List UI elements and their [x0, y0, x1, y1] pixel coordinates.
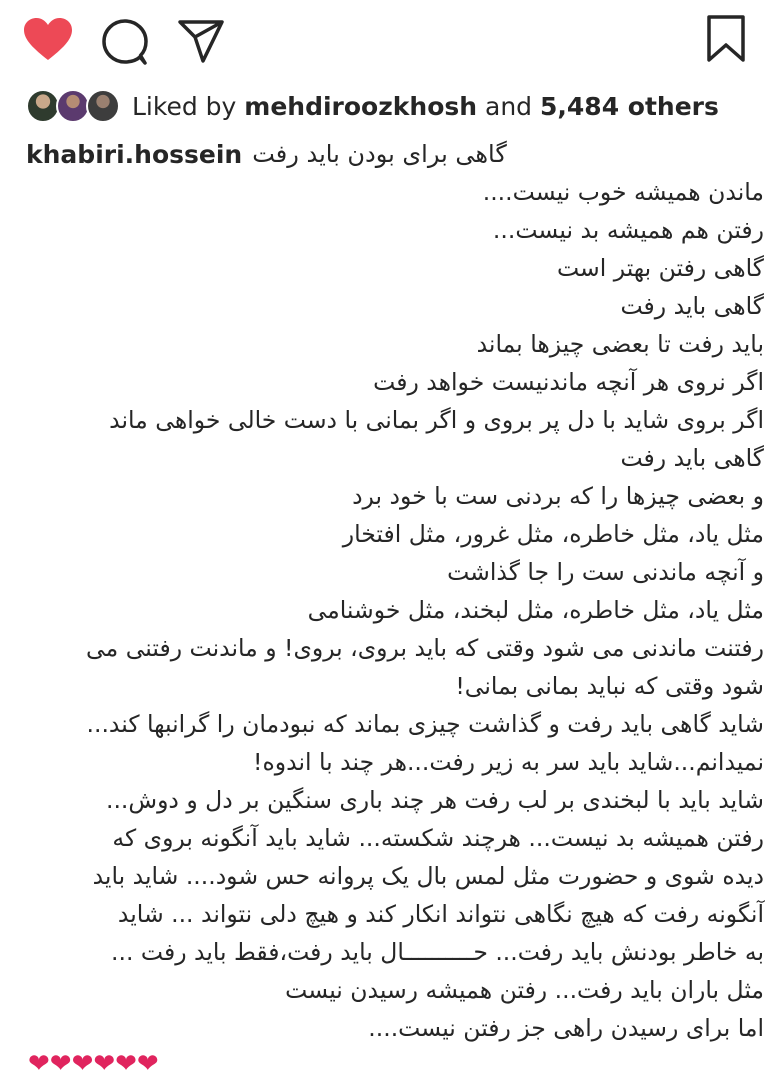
bookmark-icon[interactable]: [704, 14, 748, 64]
likes-text: [132, 92, 719, 121]
caption-line: آنگونه رفت که هیچ نگاهی نتواند انکار کند و هیچ دلی نتواند ... شاید: [117, 900, 764, 928]
caption-line: به خاطر بودنش باید رفت... حــــــــــال باید رفت،فقط باید رفت ...: [111, 938, 764, 966]
caption-line: گاهی رفتن بهتر است: [556, 254, 764, 282]
caption-line: گاهی باید رفت: [620, 444, 764, 472]
caption-hearts: [28, 1050, 159, 1078]
caption-username[interactable]: khabiri.hossein: [26, 139, 243, 169]
caption-line: و آنچه ماندنی ست را جا گذاشت: [447, 558, 764, 586]
caption-line: باید رفت تا بعضی چیزها بماند: [476, 330, 764, 358]
avatar: [86, 89, 120, 123]
caption-line: مثل باران باید رفت... رفتن همیشه رسیدن نیست: [285, 976, 764, 1004]
heart-icon[interactable]: [22, 16, 74, 62]
likes-summary: [26, 84, 719, 128]
caption-line: رفتن هم همیشه بد نیست...: [492, 216, 764, 244]
caption-line: ماندن همیشه خوب نیست....: [482, 178, 764, 206]
caption-line: نمیدانم...شاید باید سر به زیر رفت...هر چند با اندوه!: [253, 748, 764, 776]
hearts-emoji: ❤❤❤❤❤❤: [28, 1049, 159, 1079]
comment-icon[interactable]: [100, 18, 150, 66]
caption-line: شاید باید با لبخندی بر لب رفت هر چند باری سنگین بر دل و دوش...: [105, 786, 764, 814]
avatar: [56, 89, 90, 123]
liker-avatars[interactable]: [26, 87, 126, 125]
liker-username[interactable]: mehdiroozkhosh: [244, 91, 478, 121]
caption-line: اما برای رسیدن راهی جز رفتن نیست....: [368, 1014, 764, 1042]
likes-prefix: Liked by: [132, 91, 237, 121]
post-action-bar: [0, 0, 773, 80]
likes-count[interactable]: 5,484 others: [540, 91, 719, 121]
caption-line: گاهی باید رفت: [620, 292, 764, 320]
caption-header: [26, 136, 507, 172]
likes-connector: and: [485, 91, 533, 121]
avatar: [26, 89, 60, 123]
caption-line: اگر بروی شاید با دل پر بروی و اگر بمانی با دست خالی خواهی ماند: [109, 406, 764, 434]
share-icon[interactable]: [176, 18, 226, 64]
caption-line: مثل یاد، مثل خاطره، مثل لبخند، مثل خوشنامی: [307, 596, 764, 624]
caption-line: شود وقتی که نباید بمانی بمانی!: [455, 672, 764, 700]
caption-line: رفتنت ماندنی می شود وقتی که باید بروی، بروی! و ماندنت رفتنی می: [86, 634, 764, 662]
caption-line: دیده شوی و حضورت مثل لمس بال یک پروانه حس شود.... شاید باید: [92, 862, 764, 890]
caption-line: شاید گاهی باید رفت و گذاشت چیزی بماند که نبودمان را گرانبها کند...: [86, 710, 764, 738]
caption-first-line: گاهی برای بودن باید رفت: [252, 140, 507, 168]
caption-line: مثل یاد، مثل خاطره، مثل غرور، مثل افتخار: [342, 520, 764, 548]
caption-line: و بعضی چیزها را که بردنی ست با خود برد: [352, 482, 764, 510]
caption-line: رفتن همیشه بد نیست... هرچند شکسته... شاید باید آنگونه بروی که: [112, 824, 764, 852]
caption-line: اگر نروی هر آنچه ماندنیست خواهد رفت: [373, 368, 764, 396]
caption-text: [26, 173, 764, 1047]
